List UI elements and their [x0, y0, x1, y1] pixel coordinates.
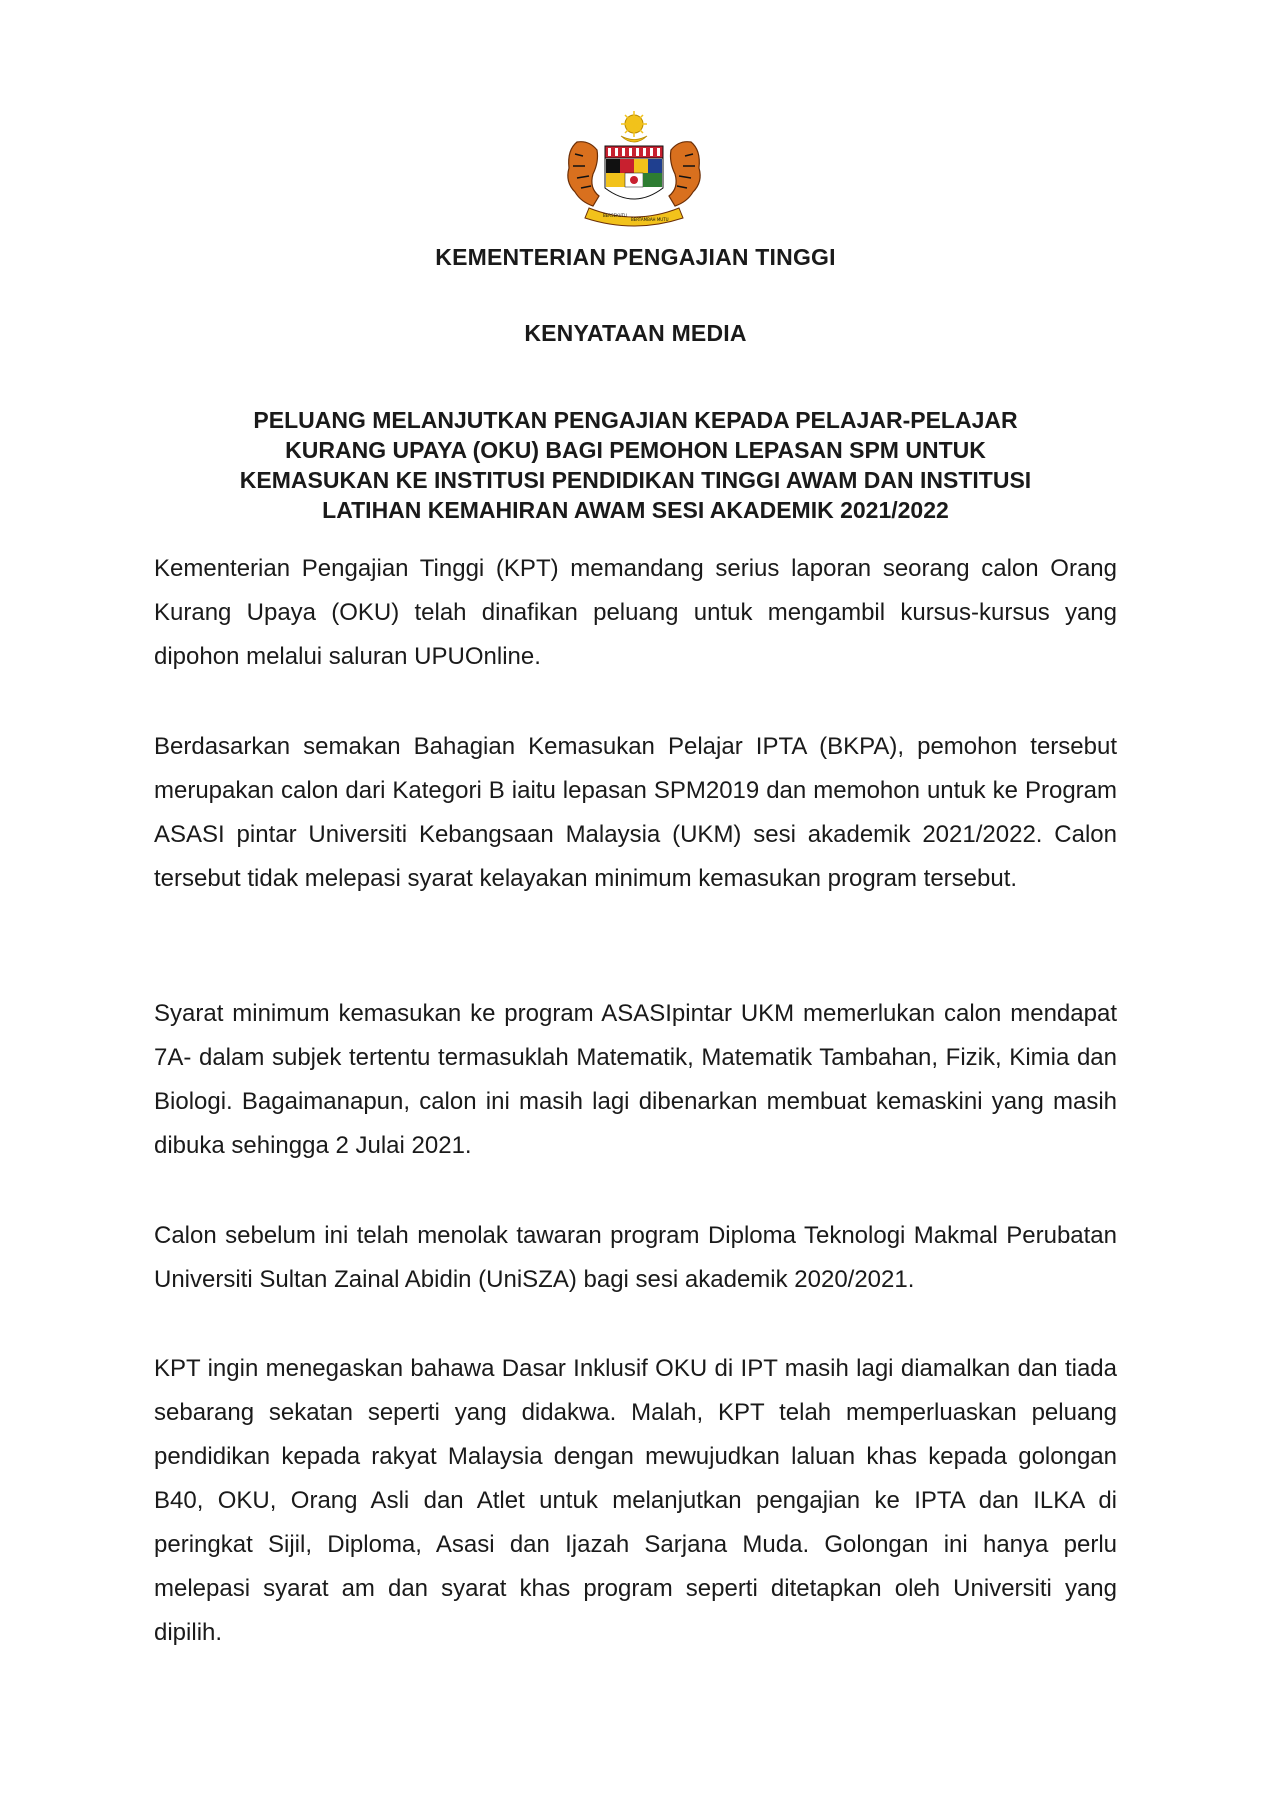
- body-paragraph-4: Calon sebelum ini telah menolak tawaran program Diploma Teknologi Makmal Perubatan Universiti Sultan Zainal Abidin (UniSZA) bagi sesi akademik 2020/2021.: [154, 1222, 1117, 1293]
- svg-text:BERSEKUTU: BERSEKUTU: [603, 213, 627, 218]
- body-paragraph-3: Syarat minimum kemasukan ke program ASASIpintar UKM memerlukan calon mendapat 7A- dalam subjek tertentu termasuklah Matematik, Matematik Tambahan, Fizik, Kimia dan Biologi. Bagaimanapun, calon ini masih lagi dibenarkan membuat kemaskini yang masih dibuka sehingga 2 Julai 2021.: [154, 1000, 1117, 1159]
- title-line: KEMASUKAN KE INSTITUSI PENDIDIKAN TINGGI AWAM DAN INSTITUSI: [239, 467, 1032, 493]
- press-release-title: [150, 405, 1121, 525]
- document-type-heading: KENYATAAN MEDIA: [524, 320, 747, 346]
- ministry-heading: KEMENTERIAN PENGAJIAN TINGGI: [435, 244, 836, 270]
- title-line: LATIHAN KEMAHIRAN AWAM SESI AKADEMIK 2021/2022: [322, 497, 949, 523]
- title-line: PELUANG MELANJUTKAN PENGAJIAN KEPADA PELAJAR-PELAJAR: [253, 407, 1018, 433]
- body-paragraph-5: KPT ingin menegaskan bahawa Dasar Inklusif OKU di IPT masih lagi diamalkan dan tiada sebarang sekatan seperti yang didakwa. Malah, KPT telah memperluaskan peluang pendidikan kepada rakyat Malaysia dengan mewujudkan laluan khas kepada golongan B40, OKU, Orang Asli dan Atlet untuk melanjutkan pengajian ke IPTA dan ILKA di peringkat Sijil, Diploma, Asasi dan Ijazah Sarjana Muda. Golongan ini hanya perlu melepasi syarat am dan syarat khas program seperti ditetapkan oleh Universiti yang dipilih.: [154, 1355, 1117, 1646]
- title-line: KURANG UPAYA (OKU) BAGI PEMOHON LEPASAN SPM UNTUK: [285, 437, 986, 463]
- body-paragraph-2: Berdasarkan semakan Bahagian Kemasukan Pelajar IPTA (BKPA), pemohon tersebut merupakan calon dari Kategori B iaitu lepasan SPM2019 dan memohon untuk ke Program ASASI pintar Universiti Kebangsaan Malaysia (UKM) sesi akademik 2021/2022. Calon tersebut tidak melepasi syarat kelayakan minimum kemasukan program tersebut.: [154, 733, 1117, 892]
- svg-text:BERTAMBAH MUTU: BERTAMBAH MUTU: [631, 217, 669, 222]
- body-paragraph-1: Kementerian Pengajian Tinggi (KPT) memandang serius laporan seorang calon Orang Kurang Upaya (OKU) telah dinafikan peluang untuk mengambil kursus-kursus yang dipohon melalui saluran UPUOnline.: [154, 555, 1117, 670]
- coat-of-arms-logo: [559, 110, 709, 230]
